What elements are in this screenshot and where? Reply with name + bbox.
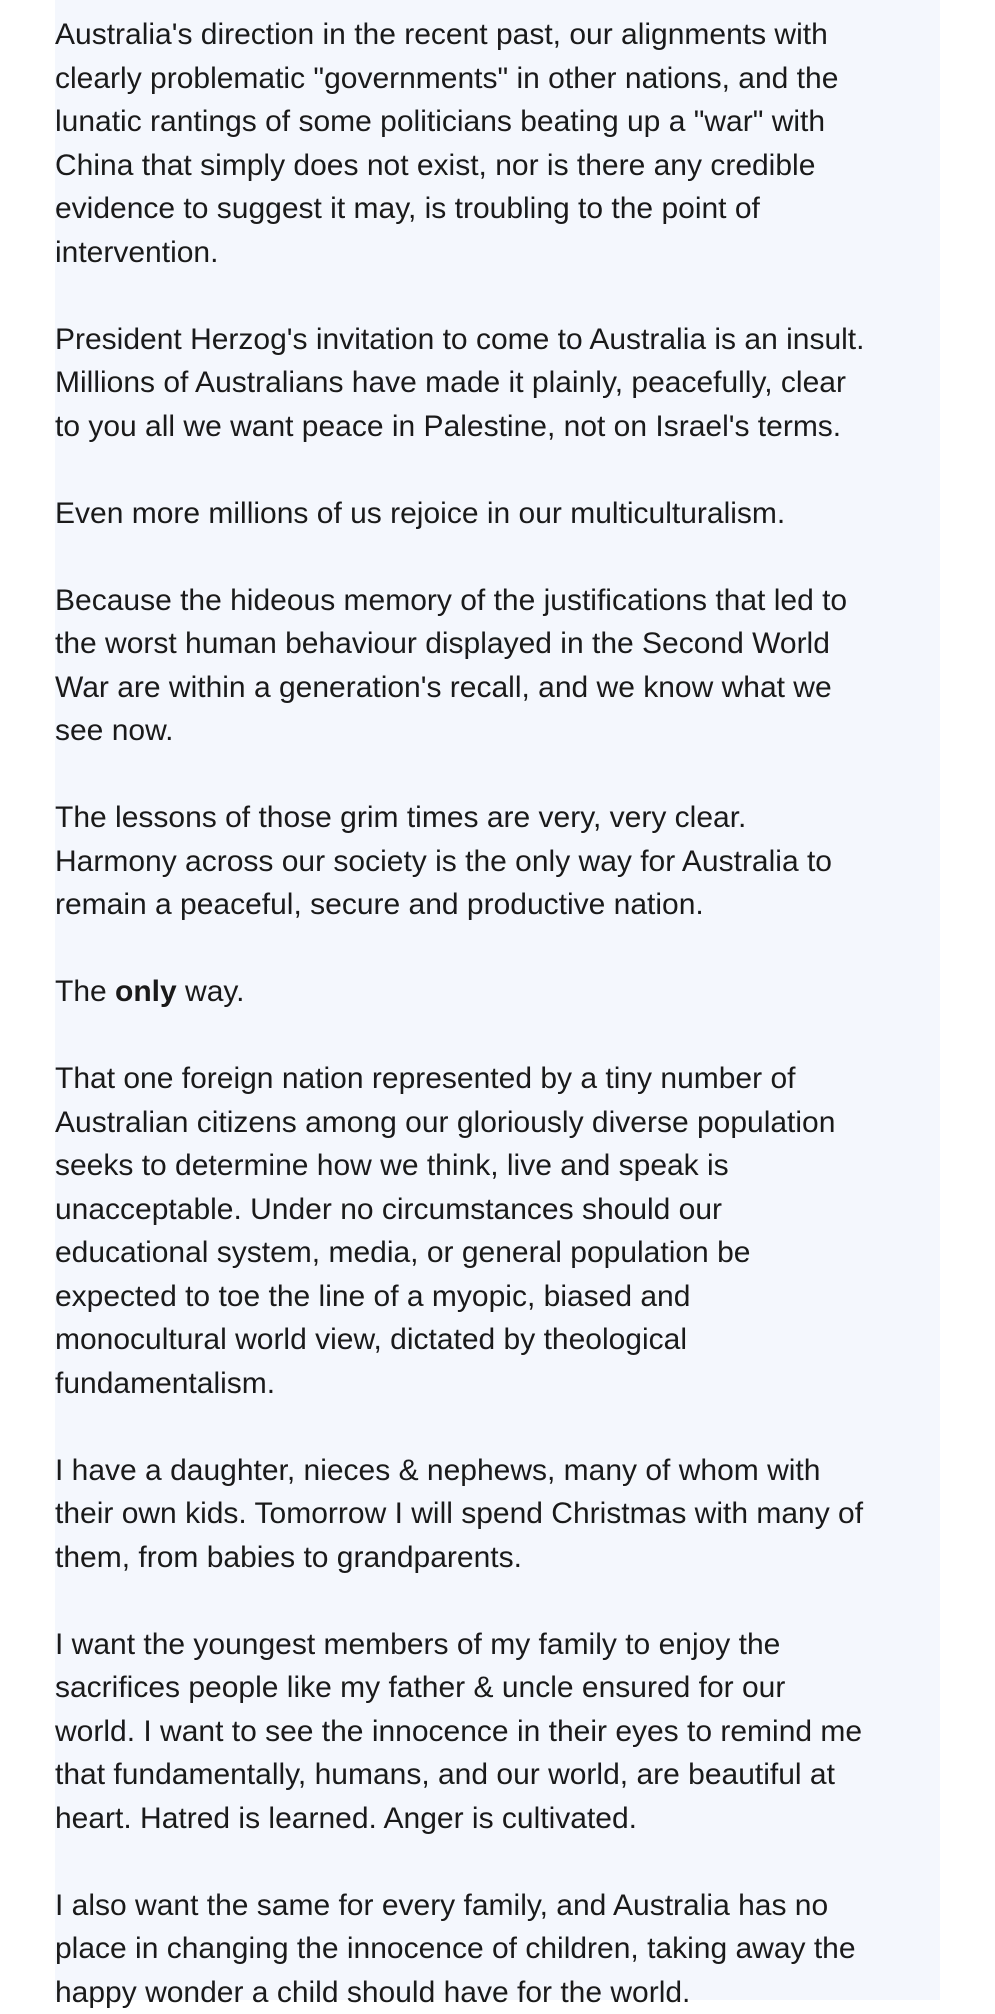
text-line: intervention.: [55, 231, 940, 275]
text-line: to you all we want peace in Palestine, not on Israel's terms.: [55, 405, 940, 449]
text-line: their own kids. Tomorrow I will spend Christmas with many of: [55, 1492, 940, 1536]
paragraph-3: [55, 492, 940, 536]
text-line: world. I want to see the innocence in their eyes to remind me: [55, 1710, 940, 1754]
paragraph-5: [55, 796, 940, 927]
text-line: War are within a generation's recall, and we know what we: [55, 666, 940, 710]
text-line: Because the hideous memory of the justifications that led to: [55, 579, 940, 623]
paragraph-8: [55, 1449, 940, 1580]
text-line: seeks to determine how we think, live and speak is: [55, 1144, 940, 1188]
text-line: heart. Hatred is learned. Anger is cultivated.: [55, 1797, 940, 1841]
text-line: Millions of Australians have made it plainly, peacefully, clear: [55, 361, 940, 405]
text-before: The: [55, 975, 115, 1008]
text-line: them, from babies to grandparents.: [55, 1536, 940, 1580]
text-line: fundamentalism.: [55, 1362, 940, 1406]
text-line: expected to toe the line of a myopic, biased and: [55, 1275, 940, 1319]
text-line: President Herzog's invitation to come to Australia is an insult.: [55, 318, 940, 362]
text-after: way.: [177, 975, 245, 1008]
text-line: China that simply does not exist, nor is there any credible: [55, 144, 940, 188]
text-line: educational system, media, or general population be: [55, 1231, 940, 1275]
text-line: sacrifices people like my father & uncle ensured for our: [55, 1666, 940, 1710]
text-line: happy wonder a child should have for the world.: [55, 1971, 940, 2014]
text-line: clearly problematic "governments" in other nations, and the: [55, 57, 940, 101]
text-line: unacceptable. Under no circumstances should our: [55, 1188, 940, 1232]
text-line: Australian citizens among our gloriously diverse population: [55, 1101, 940, 1145]
message-body: [55, 13, 940, 2014]
text-line: lunatic rantings of some politicians beating up a "war" with: [55, 100, 940, 144]
text-line: remain a peaceful, secure and productive nation.: [55, 883, 940, 927]
paragraph-4: [55, 579, 940, 753]
paragraph-6: [55, 970, 940, 1014]
emphasis-only: only: [115, 975, 177, 1008]
text-line: evidence to suggest it may, is troubling to the point of: [55, 187, 940, 231]
text-line: Even more millions of us rejoice in our multiculturalism.: [55, 492, 940, 536]
text-line: I also want the same for every family, and Australia has no: [55, 1884, 940, 1928]
text-line: see now.: [55, 709, 940, 753]
text-line: I want the youngest members of my family to enjoy the: [55, 1623, 940, 1667]
text-line: place in changing the innocence of children, taking away the: [55, 1927, 940, 1971]
text-line: I have a daughter, nieces & nephews, many of whom with: [55, 1449, 940, 1493]
text-line: the worst human behaviour displayed in the Second World: [55, 622, 940, 666]
paragraph-2: [55, 318, 940, 449]
paragraph-1: [55, 13, 940, 274]
text-line: that fundamentally, humans, and our world, are beautiful at: [55, 1753, 940, 1797]
text-line: monocultural world view, dictated by theological: [55, 1318, 940, 1362]
paragraph-7: [55, 1057, 940, 1405]
text-line: That one foreign nation represented by a tiny number of: [55, 1057, 940, 1101]
paragraph-9: [55, 1623, 940, 1841]
text-line: The lessons of those grim times are very, very clear.: [55, 796, 940, 840]
paragraph-10: [55, 1884, 940, 2014]
text-line-emphasis: [55, 970, 940, 1014]
text-line: Harmony across our society is the only way for Australia to: [55, 840, 940, 884]
text-line: Australia's direction in the recent past, our alignments with: [55, 13, 940, 57]
